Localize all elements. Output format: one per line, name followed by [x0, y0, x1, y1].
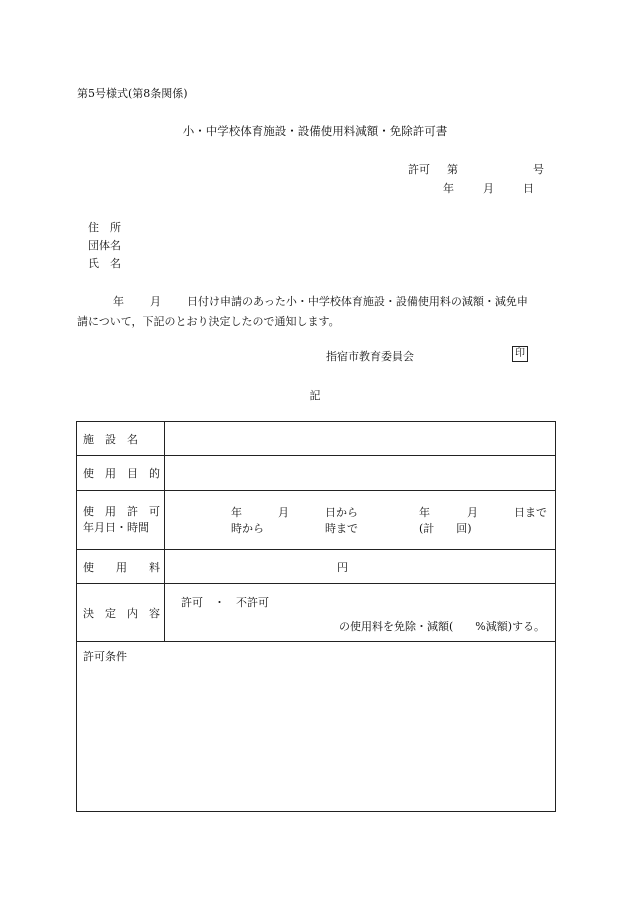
period-year-to: 年	[419, 506, 430, 519]
body-year: 年	[113, 295, 124, 308]
permit-label: 許可	[408, 163, 430, 176]
fee-unit: 円	[337, 560, 348, 574]
document-title: 小・中学校体育施設・設備使用料減額・免除許可書	[182, 124, 448, 138]
fee-label: 使 用 料	[77, 550, 165, 584]
facility-label: 施 設 名	[77, 422, 165, 456]
decision-value	[165, 584, 556, 642]
conditions-cell	[77, 642, 556, 812]
body-text-first: 日付け申請のあった小・中学校体育施設・設備使用料の減額・減免申	[187, 295, 528, 308]
notice-text	[77, 292, 557, 332]
period-value	[165, 491, 556, 550]
period-hour-from: 時から	[231, 522, 264, 535]
table-row	[77, 584, 556, 642]
fee-value	[165, 550, 556, 584]
applicant-block	[88, 219, 121, 273]
period-day-from: 日から	[325, 506, 358, 519]
permit-date-line	[443, 180, 534, 196]
permit-number-line	[408, 161, 544, 177]
group-name-label: 団体名	[88, 239, 121, 252]
address-label: 住 所	[88, 221, 121, 234]
body-text-second: 請について，下記のとおり決定したので通知します。	[77, 315, 340, 328]
period-month-from: 月	[278, 506, 289, 519]
decision-text: の使用料を免除・減額( %減額)する。	[338, 620, 545, 633]
facility-value	[165, 422, 556, 456]
period-total: (計 回)	[419, 522, 472, 535]
period-month-to: 月	[467, 506, 478, 519]
table-row	[77, 642, 556, 812]
detail-table	[76, 421, 556, 812]
decision-choice: 許可 ・ 不許可	[181, 596, 269, 609]
purpose-label: 使 用 目 的	[77, 456, 165, 491]
period-label-line2: 年月日・時間	[83, 521, 149, 534]
period-hour-to: 時まで	[325, 522, 358, 535]
permit-dai: 第	[447, 163, 458, 176]
permit-go: 号	[533, 163, 544, 176]
ki-heading: 記	[309, 389, 321, 402]
purpose-value	[165, 456, 556, 491]
name-label: 氏 名	[88, 257, 121, 270]
conditions-label: 許可条件	[83, 650, 127, 663]
date-month: 月	[483, 182, 494, 195]
seal-mark: 印	[512, 346, 528, 362]
body-month: 月	[150, 295, 161, 308]
form-number: 第5号様式(第8条関係)	[77, 87, 188, 100]
period-year-from: 年	[231, 506, 242, 519]
table-row	[77, 422, 556, 456]
table-row	[77, 456, 556, 491]
table-row	[77, 550, 556, 584]
date-day: 日	[523, 182, 534, 195]
period-day-to: 日まで	[514, 506, 547, 519]
date-year: 年	[443, 182, 454, 195]
period-label	[77, 491, 165, 550]
table-row	[77, 491, 556, 550]
issuer-name: 指宿市教育委員会	[326, 350, 414, 363]
decision-label: 決 定 内 容	[77, 584, 165, 642]
period-label-line1: 使 用 許 可	[83, 505, 160, 518]
